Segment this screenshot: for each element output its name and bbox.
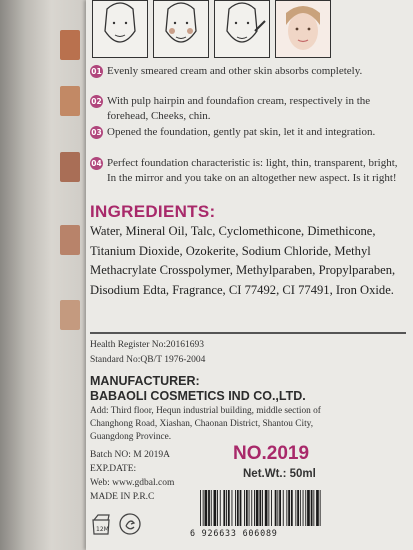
recycle-icon — [118, 512, 142, 536]
product-number: NO.2019 — [233, 443, 310, 464]
step-number: 04 — [91, 159, 102, 168]
country-of-origin: MADE IN P.R.C — [90, 492, 155, 502]
net-weight: Net.Wt.: 50ml — [243, 468, 316, 480]
health-register: Health Register No:20161693 — [90, 340, 204, 350]
step-text: Perfect foundation characteristic is: light, thin, transparent, bright, In the mirror and you take on an altogether new aspect. Is it right! — [107, 157, 398, 184]
step-text: Opened the foundation, gently pat skin, let it and integration. — [107, 126, 376, 138]
expiry-date: EXP.DATE: — [90, 464, 137, 474]
face-illustration — [153, 0, 209, 58]
product-label — [86, 0, 413, 550]
website: Web: www.gdbal.com — [90, 478, 175, 488]
face-illustration — [92, 0, 148, 58]
step-text: With pulp hairpin and foundafion cream, respectively in the forehead, Cheeks, chin. — [107, 95, 371, 122]
standard-number: Standard No:QB/T 1976-2004 — [90, 355, 206, 365]
manufacturer-label: MANUFACTURER: — [90, 374, 200, 388]
color-swatch — [60, 30, 80, 60]
color-swatch — [60, 300, 80, 330]
ingredients-list: Water, Mineral Oil, Talc, Cyclomethicone, Dimethicone, Titanium Dioxide, Ozokerite, Sodium Chloride, Methyl Methacrylate Crosspolymer, Methylparaben, Propylparaben, Disodium Edta, Fragrance, CI 77492, CI 77491, Iron Oxide. — [90, 224, 396, 297]
pao-label: 12M — [96, 526, 109, 533]
model-face-photo — [275, 0, 331, 58]
jar-12m-icon — [90, 512, 112, 536]
color-swatch — [60, 86, 80, 116]
ingredients-heading: INGREDIENTS: — [90, 202, 216, 221]
face-illustration — [214, 0, 270, 58]
step-number: 02 — [91, 97, 102, 106]
manufacturer-block — [90, 374, 306, 404]
step-text: Evenly smeared cream and other skin absorbs completely. — [107, 65, 363, 77]
barcode-digits: 6 926633 606089 — [190, 528, 278, 538]
step-number: 03 — [91, 128, 102, 137]
manufacturer-address: Add: Third floor, Hequn industrial building, middle section of Changhong Road, Xiashan, Chaonan District, Shantou City, Guangdong Province. — [90, 406, 321, 443]
step-number: 01 — [91, 67, 102, 76]
batch-number: Batch NO: M 2019A — [90, 450, 170, 460]
reflective-edge-strip — [0, 0, 86, 550]
color-swatch — [60, 225, 80, 255]
application-illustrations — [92, 0, 410, 58]
color-swatch — [60, 152, 80, 182]
manufacturer-name: BABAOLI COSMETICS IND CO.,LTD. — [90, 389, 306, 403]
divider — [90, 332, 406, 334]
